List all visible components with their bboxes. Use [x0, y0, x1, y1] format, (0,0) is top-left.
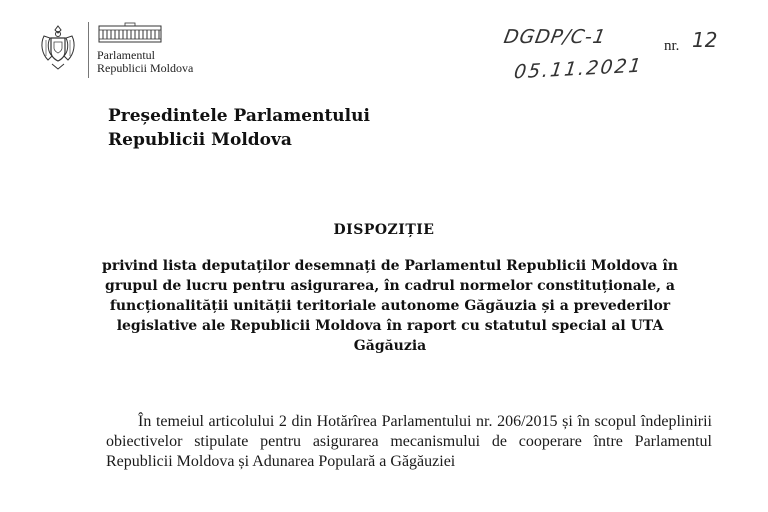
document-subject: privind lista deputaților desemnați de Parlamentul Republicii Moldova în grupul de lucru pentru asigurarea, în cadrul normelor constituționale, a funcționalității unității teritoriale autonome Găgăuzia și a prevederilor legislative ale Republicii Moldova în raport cu statutul special al UTA Găgăuzia [102, 258, 678, 354]
handwritten-registration-code: DGDP/C-1 [502, 26, 609, 48]
moldova-coat-of-arms-icon [38, 24, 78, 72]
issuer-line1: Președintele Parlamentului [108, 106, 370, 126]
letterhead [38, 22, 193, 78]
document-type-heading: DISPOZIȚIE [333, 222, 435, 238]
registration-block [504, 24, 744, 88]
preamble-paragraph: În temeiul articolului 2 din Hotărîrea Parlamentului nr. 206/2015 și în scopul îndeplinirii obiectivelor stipulate pentru asigurarea mecanismului de cooperare între Parlamentul Republicii Moldova și Adunarea Populară a Găgăuziei [106, 413, 712, 470]
registration-number-label: nr. [664, 38, 680, 54]
parliament-building-icon [97, 22, 163, 44]
parliament-identity [97, 22, 193, 75]
handwritten-registration-number: 12 [692, 28, 718, 52]
institution-name-line1: Parlamentul [97, 48, 155, 62]
letterhead-divider [88, 22, 89, 78]
handwritten-registration-date: 05.11.2021 [512, 54, 645, 84]
issuer-line2: Republicii Moldova [108, 130, 292, 150]
institution-name-line2: Republicii Moldova [97, 61, 194, 75]
issuer-title [108, 104, 370, 152]
